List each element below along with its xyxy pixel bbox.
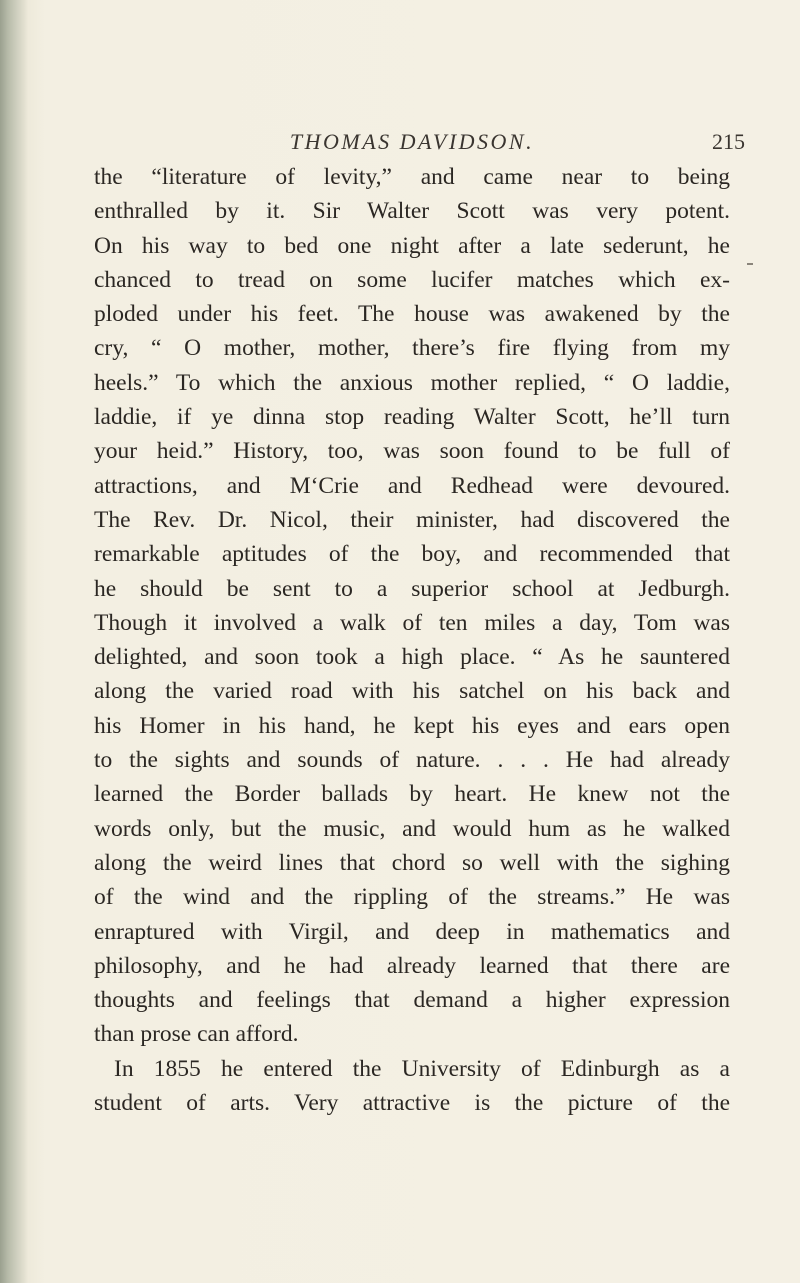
text-line: thoughts and feelings that demand a higher expression xyxy=(94,987,730,1014)
text-line-paragraph-start: In 1855 he entered the University of Edinburgh as a xyxy=(114,1055,730,1082)
page-number: 215 xyxy=(712,129,745,154)
text-line: his Homer in his hand, he kept his eyes and ears open xyxy=(94,712,730,739)
margin-mark xyxy=(747,263,753,265)
text-line: he should be sent to a superior school at Jedburgh. xyxy=(94,575,730,602)
text-line: of the wind and the rippling of the streams.” He was xyxy=(94,884,730,911)
text-line: words only, but the music, and would hum as he walked xyxy=(94,815,730,842)
text-line-paragraph-end: than prose can afford. xyxy=(94,1021,299,1048)
text-line: learned the Border ballads by heart. He knew not the xyxy=(94,781,730,808)
running-title: THOMAS DAVIDSON. xyxy=(289,129,535,154)
text-line: along the varied road with his satchel on his back and xyxy=(94,678,730,705)
text-line: along the weird lines that chord so well with the sighing xyxy=(94,849,730,876)
text-line: enraptured with Virgil, and deep in mathematics and xyxy=(94,918,730,945)
text-line: laddie, if ye dinna stop reading Walter Scott, he’ll turn xyxy=(94,404,730,431)
text-line: philosophy, and he had already learned that there are xyxy=(94,952,730,979)
text-line: On his way to bed one night after a late sederunt, he xyxy=(94,232,730,259)
text-line: your heid.” History, too, was soon found to be full of xyxy=(94,438,730,465)
running-head xyxy=(0,129,800,159)
text-line: chanced to tread on some lucifer matches which ex- xyxy=(94,266,730,293)
text-line: attractions, and M‘Crie and Redhead were devoured. xyxy=(94,472,730,499)
text-line: The Rev. Dr. Nicol, their minister, had discovered the xyxy=(94,506,730,533)
page-gutter-shadow xyxy=(0,0,28,1283)
text-line: remarkable aptitudes of the boy, and recommended that xyxy=(94,541,730,568)
text-line: enthralled by it. Sir Walter Scott was very potent. xyxy=(94,198,730,225)
text-line: heels.” To which the anxious mother replied, “ O laddie, xyxy=(94,369,730,396)
body-text xyxy=(94,160,730,1120)
text-line: ploded under his feet. The house was awakened by the xyxy=(94,301,730,328)
text-line: to the sights and sounds of nature. . . . He had already xyxy=(94,747,730,774)
text-line: student of arts. Very attractive is the picture of the xyxy=(94,1090,730,1117)
text-line: the “literature of levity,” and came near to being xyxy=(94,164,730,190)
text-line: Though it involved a walk of ten miles a day, Tom was xyxy=(94,609,730,636)
text-line: cry, “ O mother, mother, there’s fire flying from my xyxy=(94,335,730,362)
text-line: delighted, and soon took a high place. “ As he sauntered xyxy=(94,644,730,671)
